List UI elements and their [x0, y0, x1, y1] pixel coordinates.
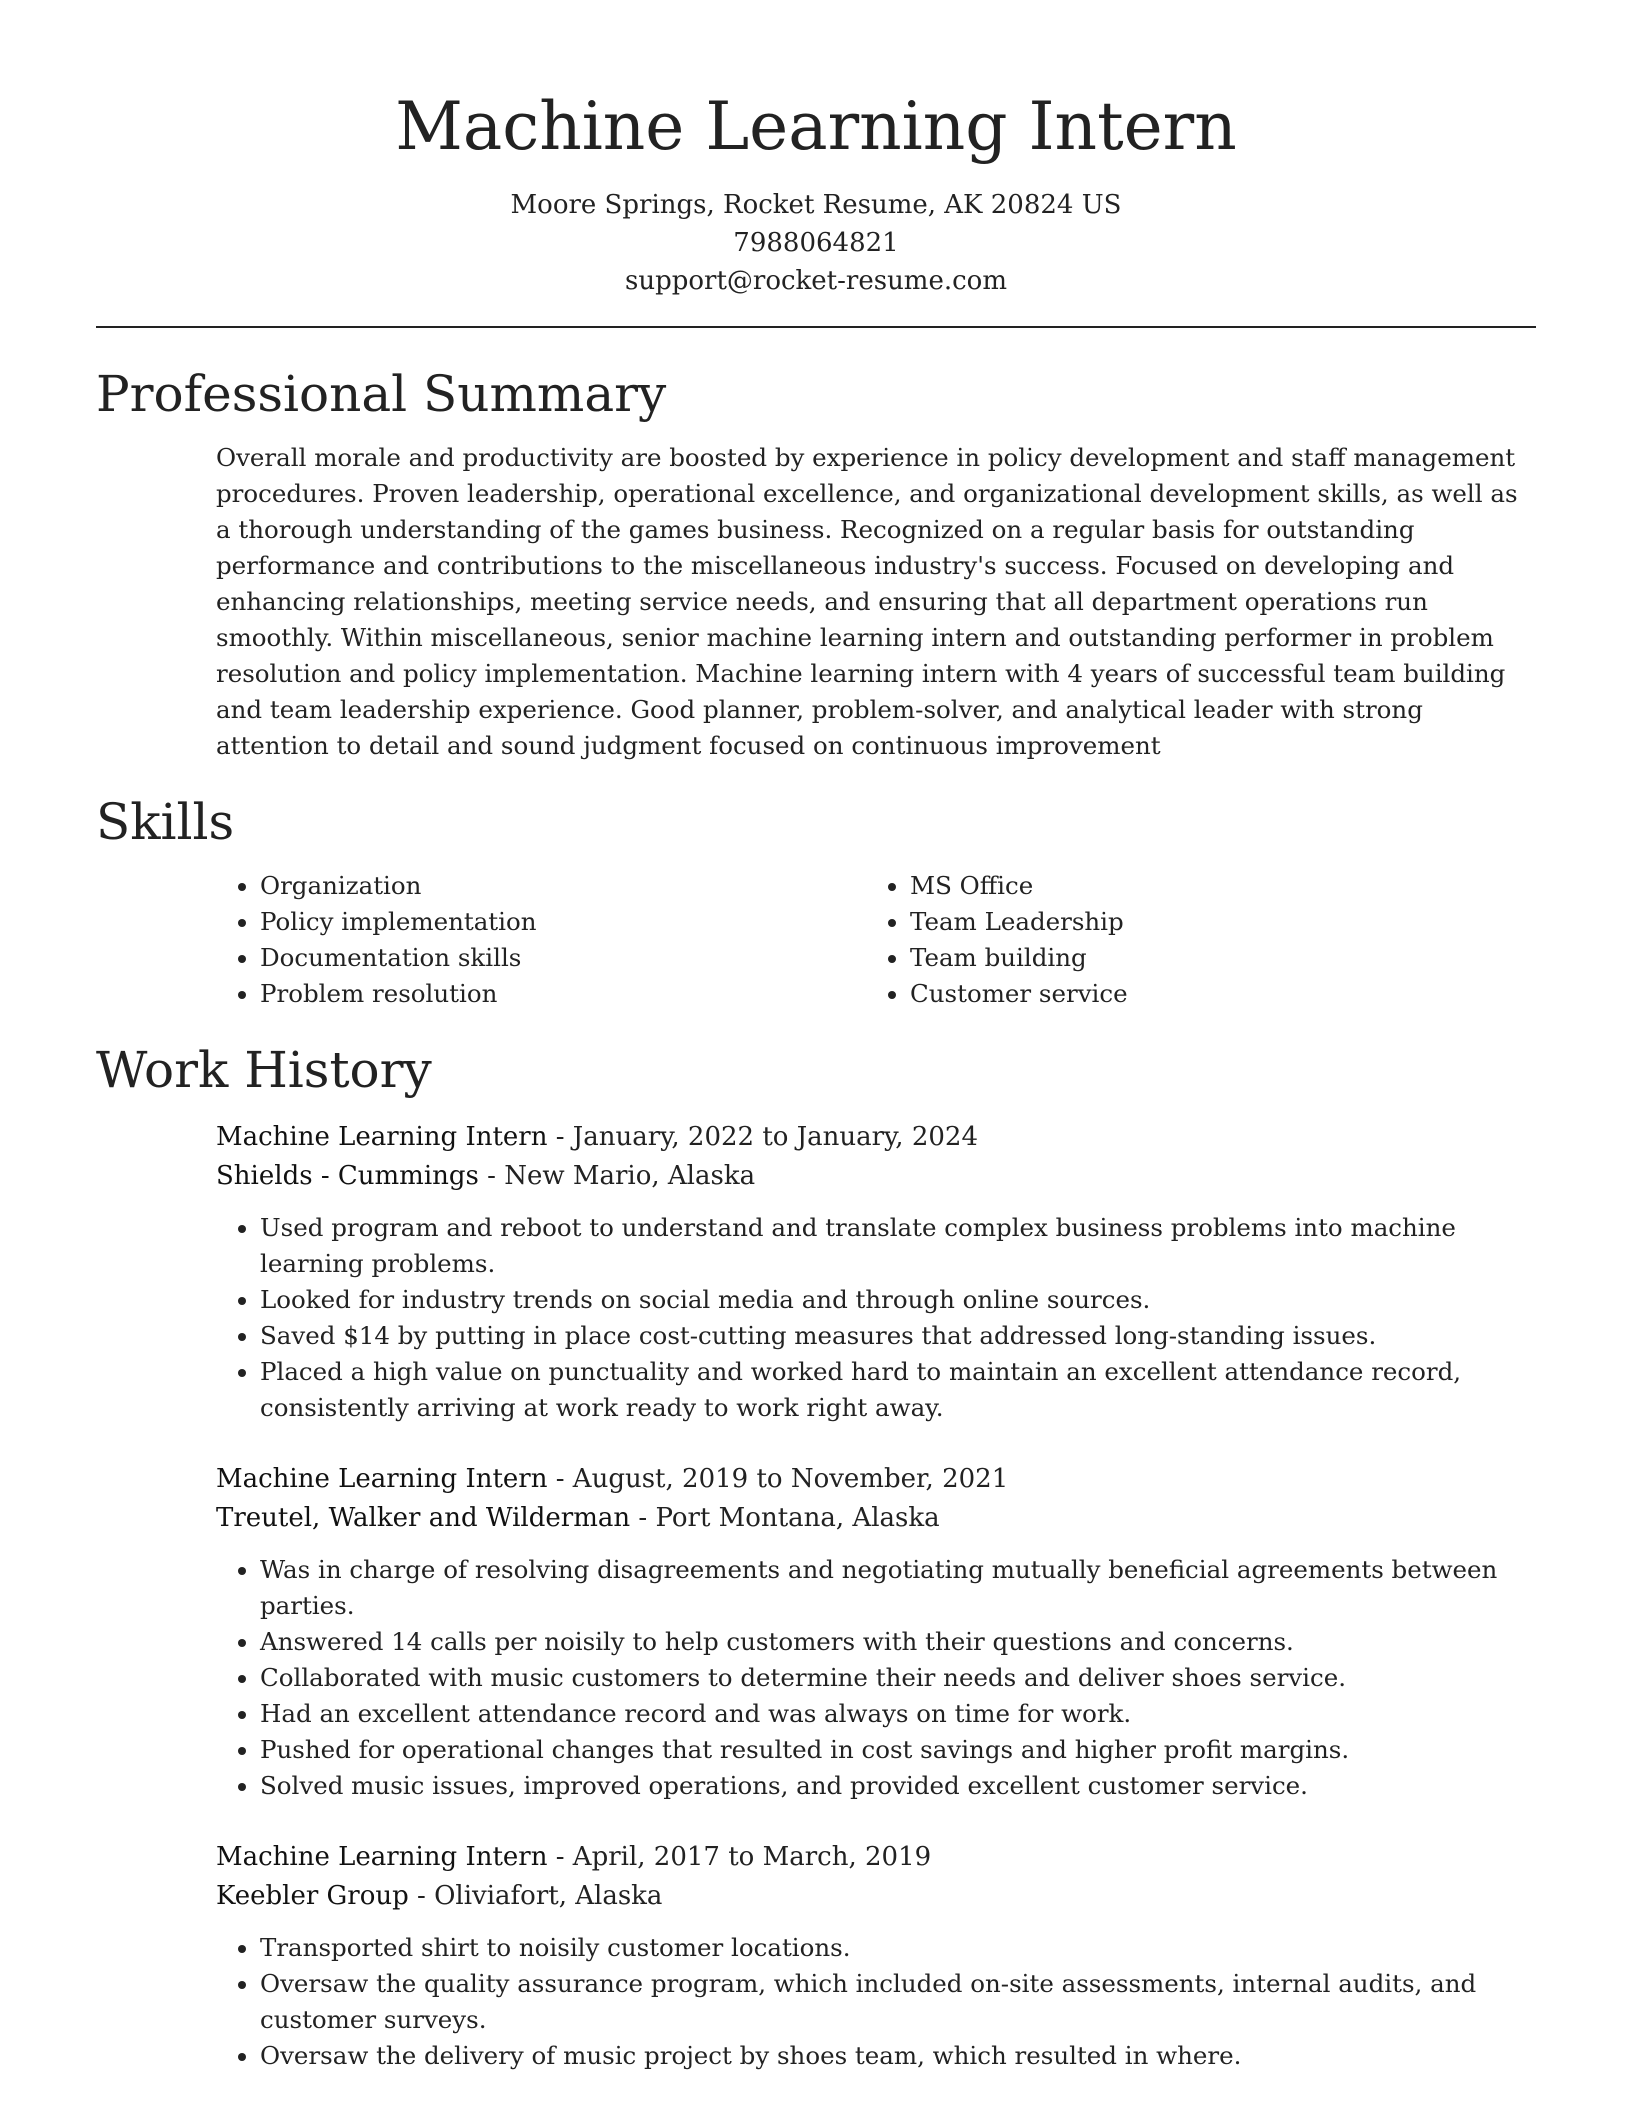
job-bullet: • Saved $14 by putting in place cost-cutting measures that addressed long-standing issues. [260, 1318, 1536, 1354]
job-title: Machine Learning Intern [216, 1122, 548, 1152]
skill-item: • Customer service [910, 976, 1516, 1012]
job-dates: January, 2022 to January, 2024 [572, 1122, 978, 1152]
summary-section-title: Professional Summary [96, 365, 667, 423]
skills-grid [216, 868, 1536, 1012]
job-bullet: • Was in charge of resolving disagreements and negotiating mutually beneficial agreements between parties. [260, 1552, 1536, 1624]
job-location: New Mario, Alaska [504, 1161, 756, 1191]
skill-item: • Problem resolution [260, 976, 866, 1012]
job-company: Shields - Cummings [216, 1161, 479, 1191]
job-bullet: • Used program and reboot to understand and translate complex business problems into machine learning problems. [260, 1210, 1536, 1282]
job-bullet: • Had an excellent attendance record and was always on time for work. [260, 1696, 1536, 1732]
job-employer: Treutel, Walker and Wilderman - Port Montana, Alaska [216, 1503, 940, 1533]
job-entry [216, 1838, 1536, 2074]
work-history-section-title: Work History [96, 1041, 432, 1099]
candidate-name: Machine Learning Intern [395, 88, 1237, 165]
skill-item: • Team building [910, 940, 1516, 976]
job-bullet: • Oversaw the quality assurance program, which included on-site assessments, internal audits, and customer surveys. [260, 1966, 1536, 2038]
job-bullet: • Pushed for operational changes that resulted in cost savings and higher profit margins. [260, 1732, 1536, 1768]
resume-header [96, 0, 1536, 300]
job-company: Keebler Group [216, 1881, 409, 1911]
job-employer: Keebler Group - Oliviafort, Alaska [216, 1881, 663, 1911]
contact-block [96, 186, 1536, 300]
job-bullet: • Looked for industry trends on social media and through online sources. [260, 1282, 1536, 1318]
skill-item: • Team Leadership [910, 904, 1516, 940]
job-entry [216, 1118, 1536, 1426]
skill-item: • Documentation skills [260, 940, 866, 976]
header-divider [96, 326, 1536, 328]
job-bullet: • Oversaw the delivery of music project by shoes team, which resulted in where. [260, 2038, 1536, 2074]
skills-column-right [866, 868, 1516, 1012]
job-title: Machine Learning Intern [216, 1842, 548, 1872]
contact-address: Moore Springs, Rocket Resume, AK 20824 US [510, 190, 1122, 220]
skill-item: • MS Office [910, 868, 1516, 904]
job-location: Port Montana, Alaska [655, 1503, 940, 1533]
job-dates: August, 2019 to November, 2021 [572, 1464, 1009, 1494]
job-heading: Machine Learning Intern - April, 2017 to March, 2019 [216, 1842, 932, 1872]
job-entry [216, 1460, 1536, 1804]
job-bullet: • Placed a high value on punctuality and worked hard to maintain an excellent attendance record, consistently arriving at work ready to work right away. [260, 1354, 1536, 1426]
job-company: Treutel, Walker and Wilderman [216, 1503, 631, 1533]
contact-email: support@rocket-resume.com [624, 266, 1007, 296]
job-bullet: • Collaborated with music customers to determine their needs and deliver shoes service. [260, 1660, 1536, 1696]
job-heading: Machine Learning Intern - January, 2022 to January, 2024 [216, 1122, 978, 1152]
job-heading: Machine Learning Intern - August, 2019 to November, 2021 [216, 1464, 1009, 1494]
job-bullet: • Solved music issues, improved operations, and provided excellent customer service. [260, 1768, 1536, 1804]
job-bullet: • Transported shirt to noisily customer locations. [260, 1930, 1536, 1966]
job-location: Oliviafort, Alaska [434, 1881, 663, 1911]
summary-text: Overall morale and productivity are boosted by experience in policy development and staff management procedures. Proven leadership, operational excellence, and organizational development skills, as well as a thorough understanding of the games business. Recognized on a regular basis for outstanding performance and contributions to the miscellaneous industry's success. Focused on developing and enhancing relationships, meeting service needs, and ensuring that all department operations run smoothly. Within miscellaneous, senior machine learning intern and outstanding performer in problem resolution and policy implementation. Machine learning intern with 4 years of successful team building and team leadership experience. Good planner, problem-solver, and analytical leader with strong attention to detail and sound judgment focused on continuous improvement [216, 443, 1518, 760]
skills-section-title: Skills [96, 793, 235, 851]
job-employer: Shields - Cummings - New Mario, Alaska [216, 1161, 756, 1191]
skill-item: • Policy implementation [260, 904, 866, 940]
skill-item: • Organization [260, 868, 866, 904]
job-bullet: • Answered 14 calls per noisily to help customers with their questions and concerns. [260, 1624, 1536, 1660]
job-title: Machine Learning Intern [216, 1464, 548, 1494]
contact-phone: 7988064821 [733, 228, 899, 258]
resume-page [96, 0, 1536, 2074]
skills-column-left [216, 868, 866, 1012]
job-dates: April, 2017 to March, 2019 [572, 1842, 932, 1872]
